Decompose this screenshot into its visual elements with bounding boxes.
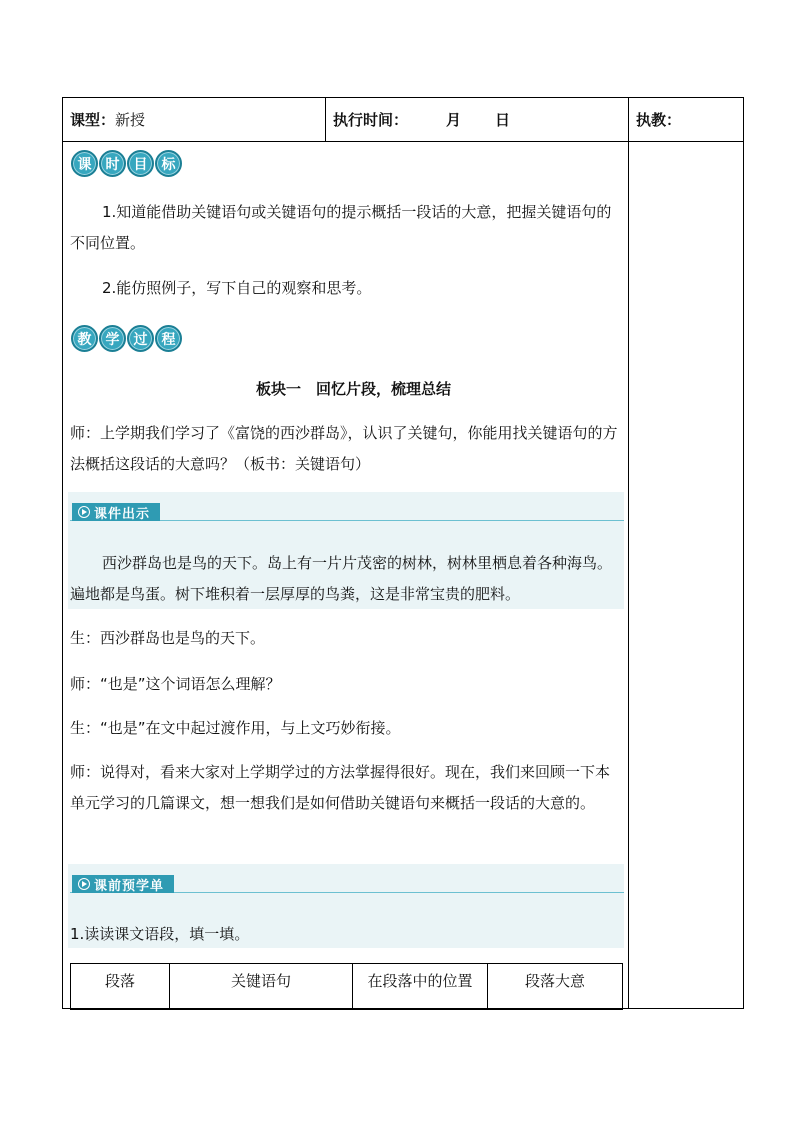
fill-table: [70, 963, 623, 1010]
header-exec-time: [333, 97, 510, 141]
module-title: 板块一 回忆片段，梳理总结: [256, 380, 452, 398]
play-icon: [78, 878, 90, 890]
task-1: 1.读读课文语段，填一填。: [70, 925, 250, 943]
table-header-row: [71, 964, 623, 1010]
teacher-line-2: 师：“也是”这个词语怎么理解？: [70, 675, 281, 693]
courseware-tag: [72, 503, 160, 521]
badge-char: 教: [71, 325, 98, 352]
courseware-text: 西沙群岛也是鸟的天下。岛上有一片片茂密的树林，树林里栖息着各种海鸟。遍地都是鸟蛋。树下堆积着一层厚厚的鸟粪，这是非常宝贵的肥料。: [70, 554, 613, 603]
badge-char: 标: [155, 150, 182, 177]
preview-tag: [72, 875, 174, 893]
col-main-idea: 段落大意: [488, 964, 623, 1010]
goals-badge: [71, 150, 183, 177]
goal-1: 1.知道能借助关键语句或关键语句的提示概括一段话的大意，把握关键语句的不同位置。: [70, 203, 612, 252]
process-badge: [71, 325, 183, 352]
teacher-line-1: 师：上学期我们学习了《富饶的西沙群岛》，认识了关键句，你能用找关键语句的方法概括这段话的大意吗？（板书：关键语句）: [70, 424, 618, 473]
teacher-label: 执教：: [636, 110, 682, 129]
badge-char: 课: [71, 150, 98, 177]
teacher-line-3: 师：说得对，看来大家对上学期学过的方法掌握得很好。现在，我们来回顾一下本单元学习的几篇课文，想一想我们是如何借助关键语句来概括一段话的大意的。: [70, 763, 611, 812]
badge-char: 时: [99, 150, 126, 177]
play-icon: [78, 506, 90, 518]
table-divider-header: [325, 97, 326, 141]
col-key-sentence: 关键语句: [170, 964, 353, 1010]
badge-char: 目: [127, 150, 154, 177]
exec-time-label: 执行时间：: [333, 110, 409, 129]
col-paragraph: 段落: [71, 964, 170, 1010]
table-border-header-bottom: [62, 141, 744, 142]
table-divider-main: [628, 97, 629, 1009]
month-label: 月: [446, 110, 462, 129]
student-line-1: 生：西沙群岛也是鸟的天下。: [70, 629, 266, 647]
table-border-left: [62, 97, 63, 1009]
day-label: 日: [495, 110, 511, 129]
badge-char: 学: [99, 325, 126, 352]
student-line-2: 生：“也是”在文中起过渡作用，与上文巧妙衔接。: [70, 719, 401, 737]
col-position: 在段落中的位置: [353, 964, 488, 1010]
header-course-type: [70, 97, 145, 141]
badge-char: 过: [127, 325, 154, 352]
course-type-value: 新授: [115, 110, 146, 129]
courseware-tag-label: 课件出示: [94, 506, 151, 522]
header-teacher: [636, 97, 681, 141]
table-border-right: [743, 97, 744, 1009]
preview-tag-label: 课前预学单: [94, 878, 165, 894]
course-type-label: 课型：: [70, 110, 116, 129]
goal-2: 2.能仿照例子，写下自己的观察和思考。: [102, 279, 372, 297]
badge-char: 程: [155, 325, 182, 352]
